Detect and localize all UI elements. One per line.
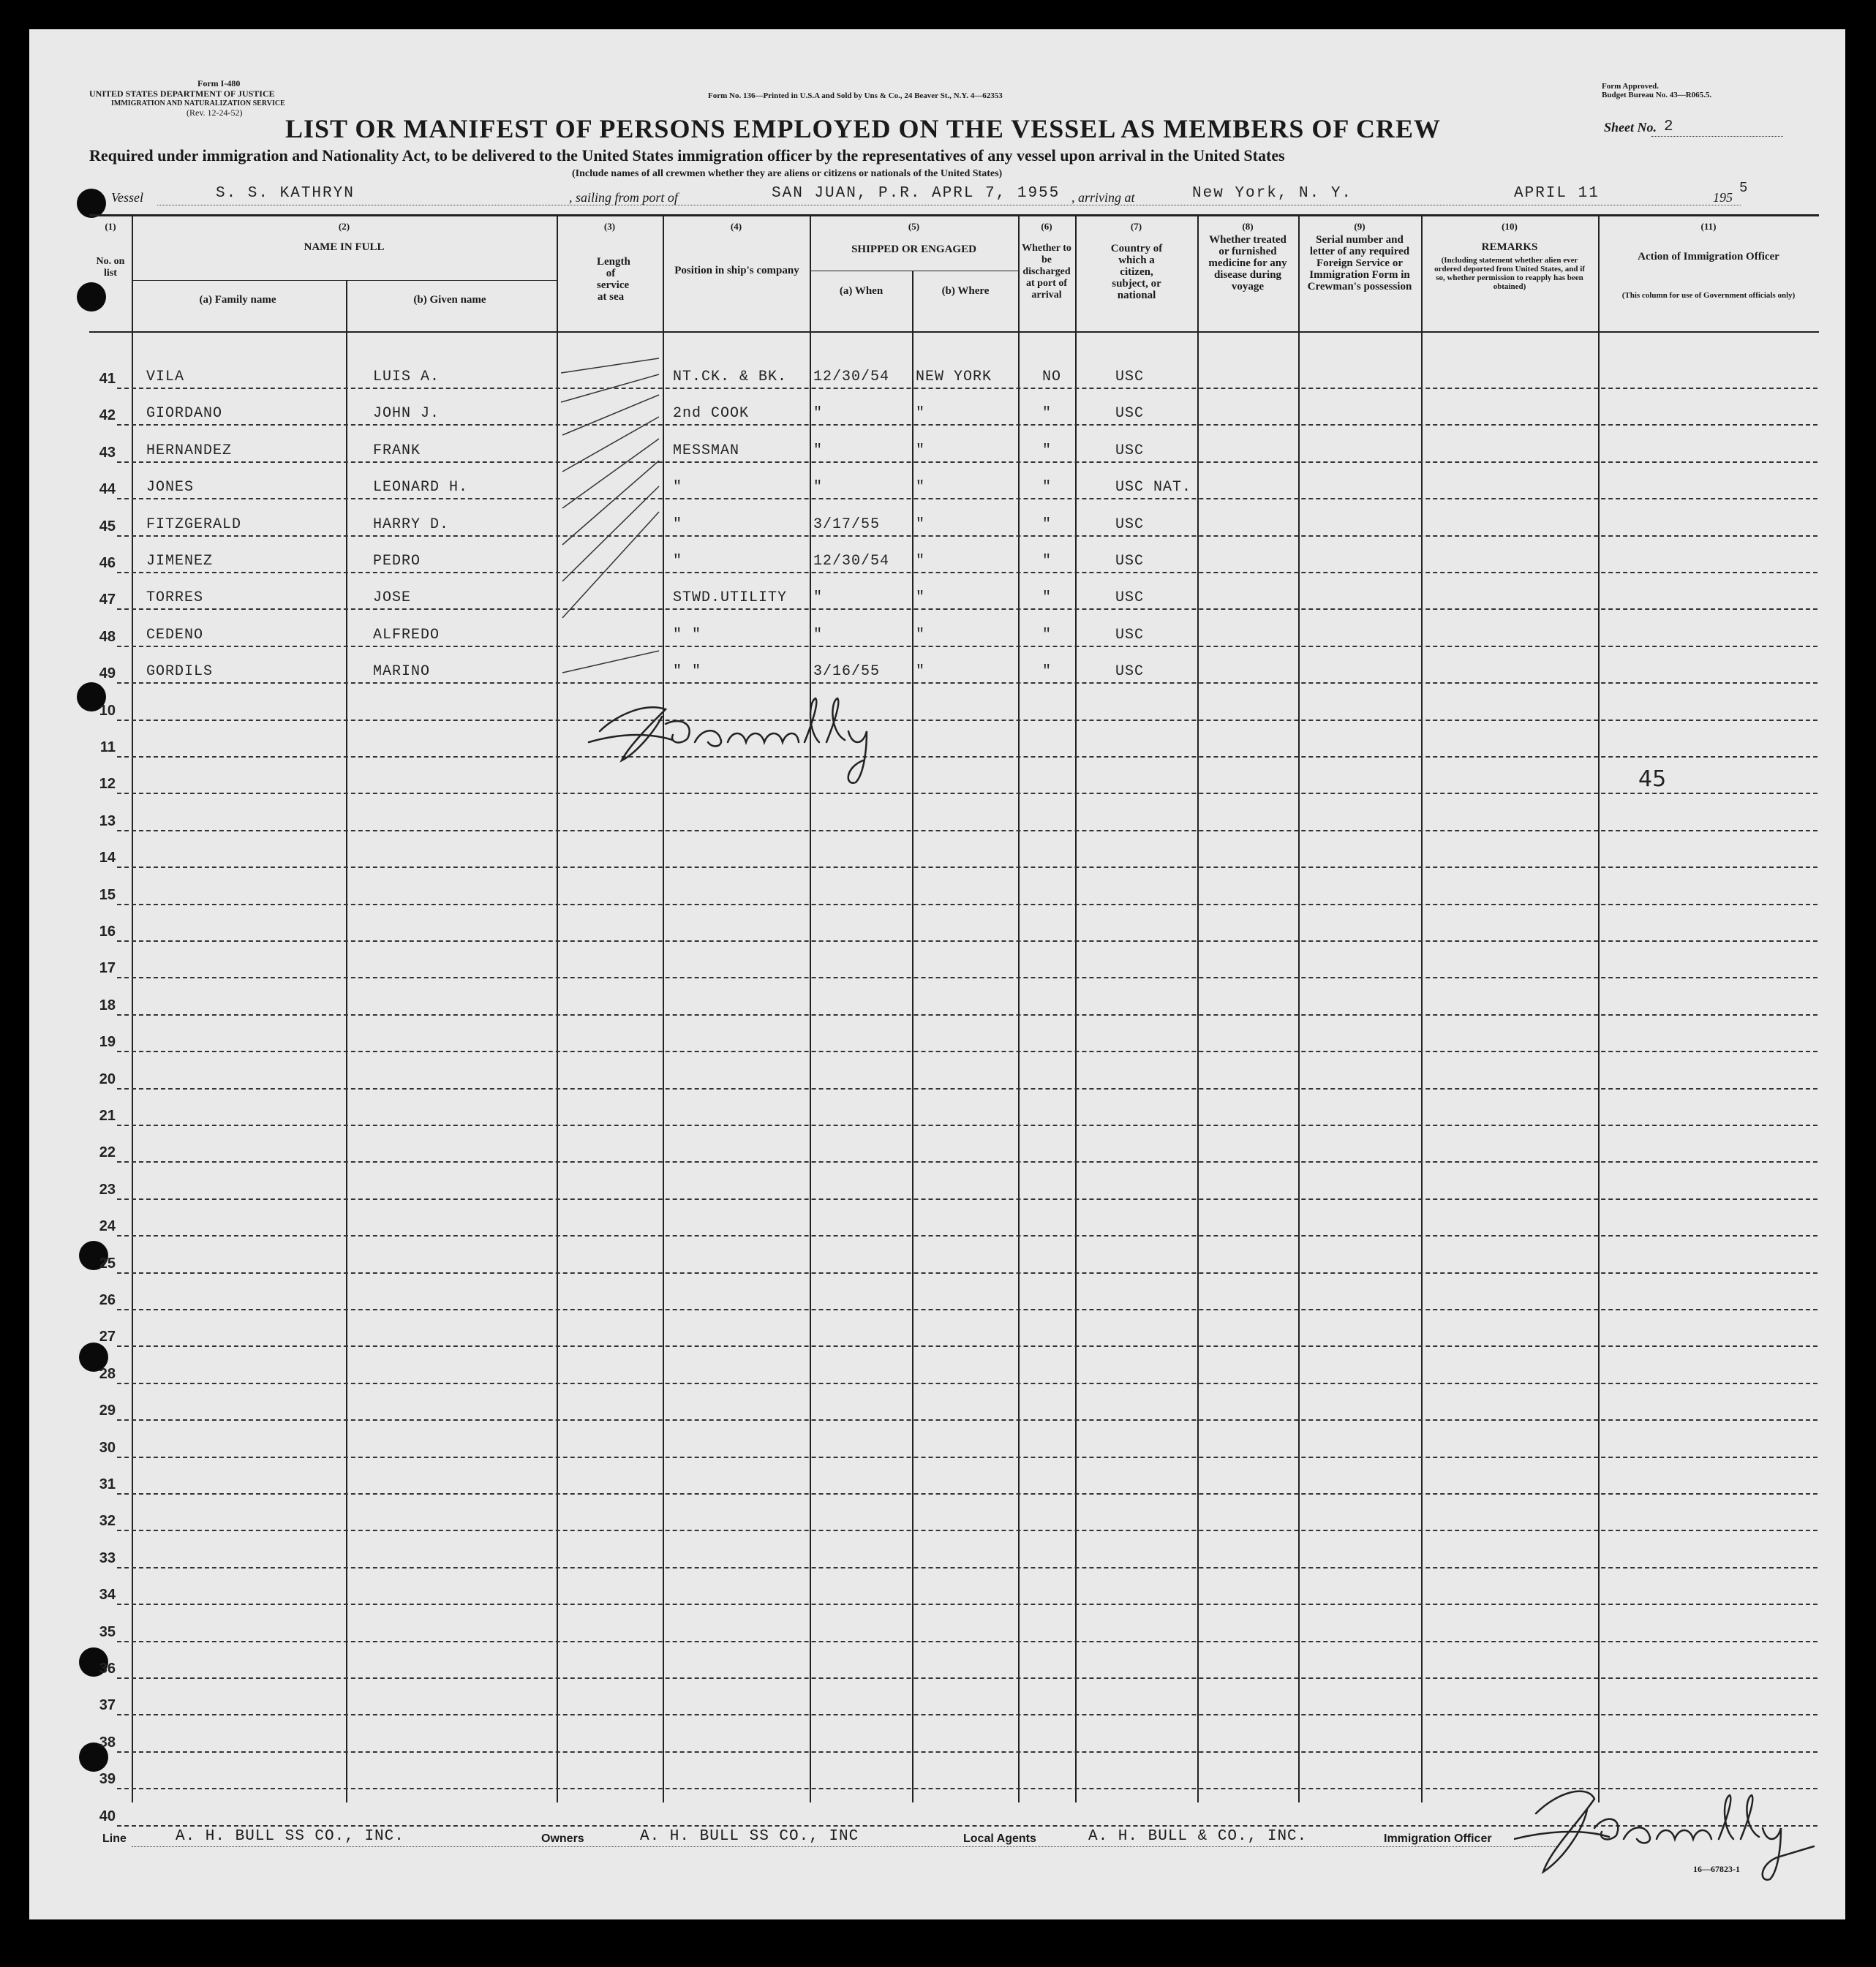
budget-bureau: Budget Bureau No. 43—R065.5. [1602,91,1712,99]
discharge-cell: " [1042,516,1052,533]
row-rule [117,461,1817,463]
row-number: 34 [99,1587,116,1604]
given-name-cell: JOHN J. [373,405,440,423]
country-cell: USC [1115,589,1145,607]
given-name-cell: FRANK [373,442,421,459]
position-cell: MESSMAN [673,442,740,459]
row-rule [117,1161,1817,1163]
row-rule [117,646,1817,647]
row-rule [117,756,1817,758]
shipped-where-cell: " [916,589,926,607]
discharge-cell: " [1042,442,1052,459]
row-rule [117,867,1817,868]
row-rule [117,1235,1817,1237]
vessel-label: Vessel [111,190,143,205]
col-10-note: (Including statement whether alien ever ordered deported from United States, and if so, whether permission to reapply has been obtained) [1434,256,1585,291]
row-rule [117,1014,1817,1016]
col-11-number: (11) [1700,221,1717,232]
row-rule [117,1272,1817,1274]
position-cell: STWD.UTILITY [673,589,788,607]
shipped-when-cell: 12/30/54 [813,369,890,385]
col-divider [1421,216,1423,1802]
col-2-number: (2) [338,221,350,232]
sheet-number-underline [1651,136,1783,137]
col-5a-header: (a) When [839,285,884,297]
row-number: 10 [99,702,116,719]
sheet-number: 2 [1664,118,1675,135]
col-8-header: Whether treated or furnished medicine for any disease during voyage [1208,234,1287,292]
family-name-cell: GIORDANO [146,405,223,423]
row-number: 36 [99,1661,116,1677]
country-cell: USC [1115,663,1145,681]
col-5-number: (5) [908,221,920,232]
row-number: 28 [99,1365,116,1382]
sheet-label: Sheet No. [1604,120,1657,135]
row-number: 49 [99,665,116,682]
row-number: 37 [99,1697,116,1714]
shipped-when-cell: " [813,626,824,643]
departure-port: SAN JUAN, P.R. APRL 7, 1955 [772,185,1061,202]
col-6-header: Whether to be discharged at port of arrival [1022,243,1071,301]
shipped-where-cell: " [916,626,926,643]
col-4-number: (4) [730,221,742,232]
col-7-number: (7) [1130,221,1142,232]
subtitle: Required under immigration and Nationality Act, to be delivered to the United States immigration officer by the representatives of any vessel upon arrival in the United States [89,146,1285,165]
row-rule [117,424,1817,426]
form-code: 16—67823-1 [1693,1864,1740,1874]
sailing-label: , sailing from port of [569,190,678,205]
row-number: 26 [99,1292,116,1308]
family-name-cell: HERNANDEZ [146,442,233,459]
row-rule [117,1567,1817,1568]
row-rule [117,388,1817,389]
discharge-cell: " [1042,589,1052,607]
line-company: A. H. BULL SS CO., INC. [176,1828,404,1845]
department: UNITED STATES DEPARTMENT OF JUSTICE [89,88,275,99]
manifest-sheet [29,29,1845,1919]
row-number: 21 [99,1108,116,1124]
row-number: 43 [99,444,116,461]
given-name-cell: LEONARD H. [373,479,469,497]
shipped-when-cell: " [813,479,824,497]
col-divider [1197,216,1199,1802]
punch-hole [77,189,106,218]
service: IMMIGRATION AND NATURALIZATION SERVICE [111,99,285,107]
row-number: 15 [99,886,116,903]
shipped-when-cell: 3/16/55 [813,663,881,681]
discharge-cell: " [1042,553,1052,570]
vessel-name: S. S. KATHRYN [216,185,355,202]
col-7-header: Country of which a citizen, subject, or national [1110,243,1163,301]
row-rule [117,1345,1817,1347]
row-rule [117,1530,1817,1531]
discharge-cell: " [1042,626,1052,643]
col-3-header: Length of service at sea [597,256,630,303]
shipped-where-cell: " [916,663,926,681]
given-name-cell: MARINO [373,663,431,681]
col-1-number: (1) [105,221,116,232]
given-name-cell: PEDRO [373,553,421,570]
row-number: 29 [99,1402,116,1419]
discharge-cell: " [1042,479,1052,497]
col-divider [132,216,133,1802]
col-9-header: Serial number and letter of any required Foreign Service or Immigration Form in Crewman's possession [1307,234,1412,292]
owners-company: A. H. BULL SS CO., INC [640,1828,859,1845]
family-name-cell: FITZGERALD [146,516,242,533]
shipped-where-cell: " [916,553,926,570]
row-rule [117,1088,1817,1090]
family-name-cell: TORRES [146,589,204,607]
shipped-when-cell: " [813,442,824,459]
row-number: 17 [99,960,116,977]
discharge-cell: NO [1042,369,1062,385]
row-number: 47 [99,592,116,608]
family-name-cell: CEDENO [146,626,204,643]
arrival-date: APRIL 11 [1514,185,1600,202]
row-number: 24 [99,1218,116,1235]
owners-label: Owners [541,1832,584,1845]
col-5b-header: (b) Where [941,285,990,297]
service-slashes [557,329,663,709]
col-2-header: NAME IN FULL [304,241,385,253]
row-rule [117,1641,1817,1642]
form-approved: Form Approved. [1602,82,1660,91]
discharge-cell: " [1042,405,1052,423]
position-cell: " " [673,626,702,643]
row-number: 14 [99,850,116,867]
row-rule [117,535,1817,537]
col-11-header: Action of Immigration Officer [1638,251,1779,263]
row-rule [117,498,1817,499]
row-number: 42 [99,407,116,424]
row-number: 45 [99,518,116,535]
name-sub-rule [132,280,557,281]
country-cell: USC [1115,626,1145,643]
given-name-cell: ALFREDO [373,626,440,643]
row-rule [117,1198,1817,1200]
row-number: 39 [99,1771,116,1788]
row-number: 30 [99,1439,116,1456]
col-6-number: (6) [1041,221,1052,232]
col-1-header: No. on list [96,256,125,279]
family-name-cell: JONES [146,479,195,497]
given-name-cell: LUIS A. [373,369,440,385]
given-name-cell: HARRY D. [373,516,450,533]
shipped-when-cell: " [813,589,824,607]
row-number: 25 [99,1255,116,1272]
shipped-when-cell: 3/17/55 [813,516,881,533]
page-title: LIST OR MANIFEST OF PERSONS EMPLOYED ON THE VESSEL AS MEMBERS OF CREW [285,114,1441,143]
row-number: 40 [99,1808,116,1824]
row-number: 22 [99,1144,116,1161]
col-4-header: Position in ship's company [674,265,799,276]
shipped-where-cell: " [916,442,926,459]
given-name-cell: JOSE [373,589,412,607]
col-3-number: (3) [603,221,616,232]
row-rule [117,1677,1817,1679]
row-number: 46 [99,555,116,571]
header-bottom-rule [89,331,1819,333]
row-number: 38 [99,1734,116,1751]
shipped-when-cell: " [813,405,824,423]
arrival-port: New York, N. Y. [1192,185,1353,202]
col-8-number: (8) [1242,221,1254,232]
row-rule [117,1751,1817,1753]
row-number: 31 [99,1476,116,1492]
line-label: Line [102,1832,127,1845]
row-rule [117,1309,1817,1310]
position-cell: " [673,553,683,570]
revision: (Rev. 12-24-52) [187,107,243,118]
row-number: 11 [99,739,116,755]
shipped-where-cell: " [916,405,926,423]
col-divider [1298,216,1300,1802]
col-5-header: SHIPPED OR ENGAGED [851,243,976,255]
position-cell: " " [673,663,702,681]
row-rule [117,720,1817,721]
punch-hole [77,282,106,312]
row-number: 48 [99,628,116,645]
col-2a-header: (a) Family name [199,294,276,306]
country-cell: USC [1115,553,1145,570]
officer-label: Immigration Officer [1384,1832,1492,1845]
col-divider [346,281,347,1802]
shipped-where-cell: " [916,516,926,533]
country-cell: USC [1115,516,1145,533]
col-2b-header: (b) Given name [413,294,486,306]
shipped-where-cell: NEW YORK [916,369,992,385]
col-divider [912,271,913,1802]
row-rule [117,977,1817,978]
country-cell: USC [1115,405,1145,423]
footer-dots [132,1846,1558,1847]
row-number: 18 [99,997,116,1013]
row-number: 12 [99,776,116,793]
officer-signature [1514,1770,1821,1887]
row-number: 32 [99,1513,116,1530]
row-rule [117,572,1817,573]
arriving-label: , arriving at [1071,190,1135,205]
row-number: 23 [99,1181,116,1198]
country-cell: USC [1115,442,1145,459]
col-9-number: (9) [1354,221,1365,232]
row-rule [117,1419,1817,1421]
row-rule [117,1457,1817,1458]
agents-label: Local Agents [963,1832,1036,1845]
handwritten-count: 45 [1638,766,1667,792]
row-number: 20 [99,1071,116,1087]
country-cell: USC NAT. [1115,479,1192,497]
shipped-when-cell: 12/30/54 [813,553,890,570]
row-rule [117,1493,1817,1495]
year-prefix: 195 [1713,190,1733,205]
shipped-where-cell: " [916,479,926,497]
row-rule [117,793,1817,794]
col-10-number: (10) [1502,221,1518,232]
position-cell: " [673,516,683,533]
family-name-cell: GORDILS [146,663,214,681]
position-cell: NT.CK. & BK. [673,369,788,385]
row-number: 41 [99,371,116,387]
position-cell: " [673,479,683,497]
discharge-cell: " [1042,663,1052,681]
row-rule [117,1051,1817,1052]
row-rule [117,904,1817,905]
position-cell: 2nd COOK [673,405,750,423]
agents-company: A. H. BULL & CO., INC. [1088,1828,1308,1845]
signature-body [585,673,922,790]
row-number: 13 [99,812,116,829]
row-rule [117,1604,1817,1605]
year-suffix: 5 [1739,180,1749,196]
row-rule [117,1383,1817,1384]
row-number: 16 [99,924,116,940]
col-10-header: REMARKS [1481,241,1538,253]
col-divider [1598,216,1600,1802]
row-number: 33 [99,1549,116,1566]
row-number: 27 [99,1329,116,1345]
col-divider [1018,216,1020,1802]
row-rule [117,940,1817,942]
country-cell: USC [1115,369,1145,385]
row-number: 19 [99,1034,116,1051]
printer-note: Form No. 136—Printed in U.S.A and Sold by Uns & Co., 24 Beaver St., N.Y. 4—62353 [708,91,1003,100]
col-11-note: (This column for use of Government officials only) [1621,291,1796,300]
row-rule [117,682,1817,684]
include-note: (Include names of all crewmen whether they are aliens or citizens or nationals of the United States) [572,168,1003,179]
col-divider [1075,216,1077,1802]
form-id: Form I-480 [197,78,241,88]
col-divider [810,216,811,1802]
family-name-cell: VILA [146,369,185,385]
row-number: 44 [99,481,116,498]
family-name-cell: JIMENEZ [146,553,214,570]
row-number: 35 [99,1623,116,1640]
row-rule [117,1125,1817,1126]
table-top-rule [89,214,1819,216]
row-rule [117,608,1817,610]
row-rule [117,830,1817,831]
row-rule [117,1714,1817,1715]
